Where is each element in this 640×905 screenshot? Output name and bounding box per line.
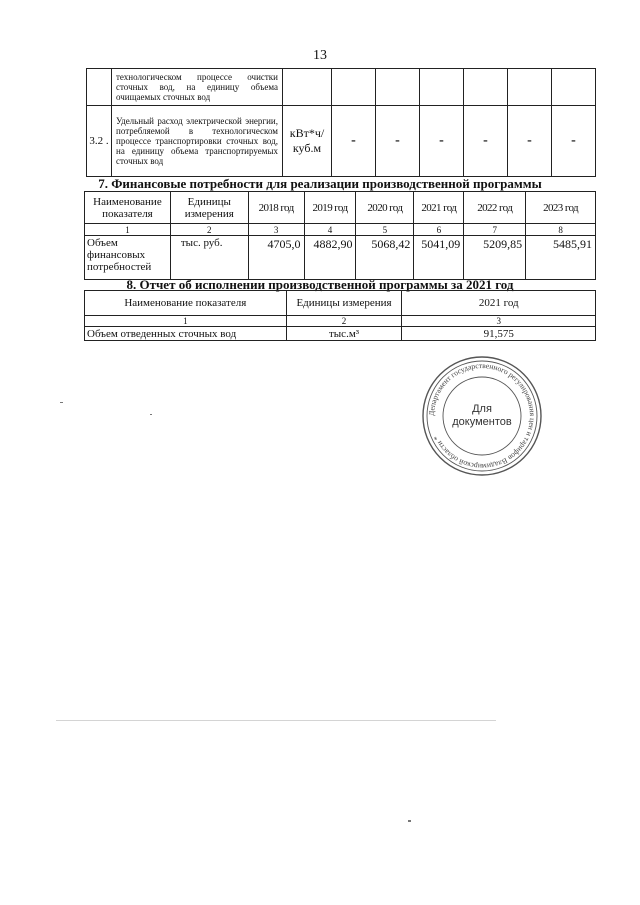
row-number: [87, 69, 112, 106]
unit-cell: кВт*ч/ куб.м: [283, 106, 332, 177]
column-header: 2022 год: [464, 192, 526, 224]
column-header: 2023 год: [526, 192, 596, 224]
value-cell: [552, 69, 596, 106]
unit-cell: тыс. руб.: [170, 236, 248, 280]
column-header: Наименование показателя: [85, 192, 171, 224]
value-cell: [420, 69, 464, 106]
scan-artifact: [60, 402, 63, 403]
value-cell: 5485,91: [526, 236, 596, 280]
column-index-row: [85, 316, 596, 327]
table-row: [85, 236, 596, 280]
value-cell: 91,575: [402, 327, 596, 341]
value-cell: [332, 69, 376, 106]
table-row: [85, 327, 596, 341]
stamp-center-line: документов: [452, 416, 512, 428]
page-number: 13: [313, 48, 327, 63]
indicator-name: технологическом процессе очистки сточных вод, на единицу объема очищаемых сточных вод: [112, 69, 283, 106]
unit-cell: [283, 69, 332, 106]
value-cell: -: [376, 106, 420, 177]
column-index: 7: [464, 224, 526, 236]
column-index: 3: [248, 224, 304, 236]
column-header: 2019 год: [304, 192, 356, 224]
column-index: 3: [402, 316, 596, 327]
column-index: 2: [286, 316, 402, 327]
column-index: 6: [414, 224, 464, 236]
table-row: [87, 106, 596, 177]
indicator-name: Удельный расход электрической энергии, потребляемой в технологическом процессе транспортировки сточных вод, на единицу объема транспортируемых сточных вод: [112, 106, 283, 177]
value-cell: -: [332, 106, 376, 177]
stamp-ring-text: Департамент государственного регулирования цен и тарифов Владимирской области *: [426, 360, 538, 472]
column-index: 1: [85, 224, 171, 236]
scan-artifact: [150, 414, 152, 415]
table-header-row: [85, 192, 596, 224]
indicators-table-continuation: [86, 68, 596, 177]
column-index: 1: [85, 316, 287, 327]
column-index: 4: [304, 224, 356, 236]
column-header: 2021 год: [414, 192, 464, 224]
value-cell: -: [420, 106, 464, 177]
column-header: Наименование показателя: [85, 291, 287, 316]
section-8-heading: 8. Отчет об исполнении производственной программы за 2021 год: [126, 277, 514, 292]
value-cell: 4882,90: [304, 236, 356, 280]
row-number: 3.2 .: [87, 106, 112, 177]
column-header: 2018 год: [248, 192, 304, 224]
value-cell: 5068,42: [356, 236, 414, 280]
indicator-name: Объем отведенных сточных вод: [85, 327, 287, 341]
table-header-row: [85, 291, 596, 316]
table-row: [87, 69, 596, 106]
value-cell: -: [552, 106, 596, 177]
financial-needs-table: [84, 191, 596, 280]
value-cell: 5041,09: [414, 236, 464, 280]
value-cell: [376, 69, 420, 106]
column-header: Единицы измерения: [170, 192, 248, 224]
column-header: 2021 год: [402, 291, 596, 316]
column-header: 2020 год: [356, 192, 414, 224]
column-index: 2: [170, 224, 248, 236]
stamp-center-line: Для: [472, 403, 492, 415]
value-cell: -: [508, 106, 552, 177]
column-index-row: [85, 224, 596, 236]
value-cell: 4705,0: [248, 236, 304, 280]
value-cell: [464, 69, 508, 106]
stamp-center-text: [421, 403, 543, 429]
section-7-heading: 7. Финансовые потребности для реализации производственной программы: [98, 176, 542, 191]
column-index: 5: [356, 224, 414, 236]
value-cell: 5209,85: [464, 236, 526, 280]
program-execution-report-table: [84, 290, 596, 341]
unit-cell: тыс.м³: [286, 327, 402, 341]
indicator-name: Объем финансовых потребностей: [85, 236, 171, 280]
column-header: Единицы измерения: [286, 291, 402, 316]
scan-artifact: [56, 720, 496, 721]
value-cell: [508, 69, 552, 106]
value-cell: -: [464, 106, 508, 177]
column-index: 8: [526, 224, 596, 236]
scan-artifact: [408, 820, 411, 822]
